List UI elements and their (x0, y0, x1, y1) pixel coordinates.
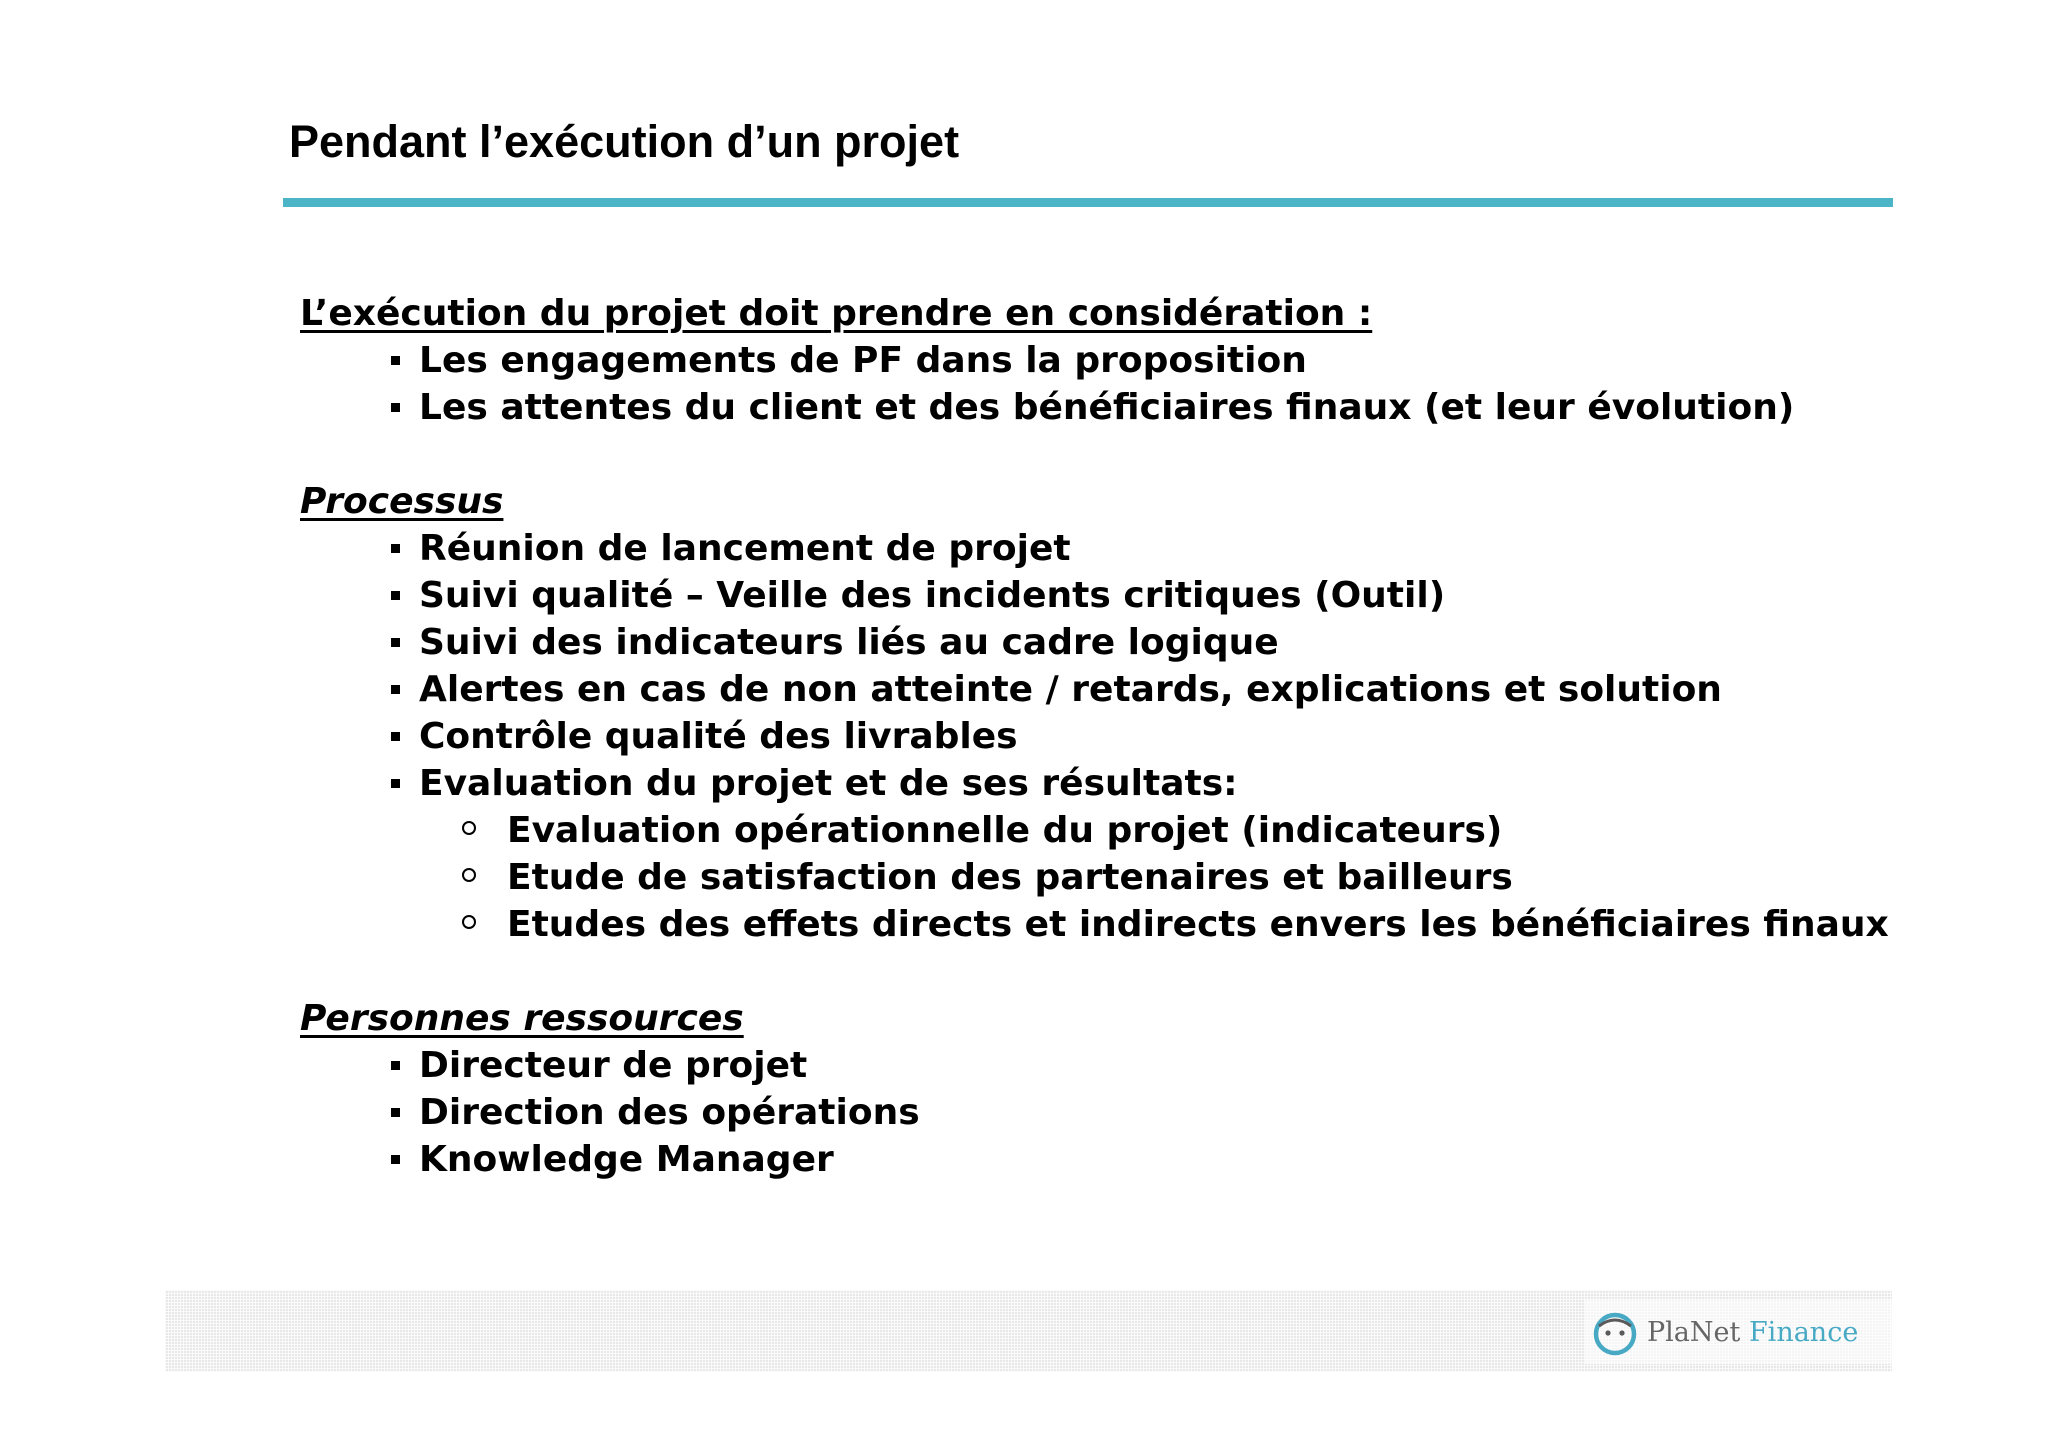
list-item-text: Knowledge Manager (419, 1139, 834, 1180)
list-item-text: Direction des opérations (419, 1092, 920, 1133)
sub-list-item (462, 901, 1889, 948)
list-item-text: Contrôle qualité des livrables (419, 716, 1018, 757)
list-item (388, 713, 1860, 760)
logo-word-planet: PlaNet (1647, 1316, 1741, 1348)
list-item-text: Suivi des indicateurs liés au cadre logique (419, 622, 1279, 663)
list-item (388, 384, 1860, 431)
evaluation-sublist (419, 807, 1889, 948)
sub-list-item (462, 854, 1742, 901)
square-bullet-icon (391, 1061, 400, 1070)
section-considerations (300, 290, 1860, 431)
circle-bullet-icon (462, 868, 476, 882)
list-item (388, 1136, 1860, 1183)
planet-finance-logo-icon (1591, 1304, 1639, 1360)
slide-title: Pendant l’exécution d’un projet (289, 116, 960, 167)
section-personnes-ressources (300, 995, 1860, 1183)
processus-list (300, 525, 1889, 948)
list-item (388, 619, 1860, 666)
sub-list-item-text: Etude de satisfaction des partenaires et bailleurs (507, 857, 1513, 898)
slide-content (300, 290, 1889, 1183)
square-bullet-icon (391, 732, 400, 741)
title-divider-bar (283, 198, 1893, 207)
square-bullet-icon (391, 591, 400, 600)
planet-finance-logo (1585, 1300, 1895, 1364)
list-item-text: Les engagements de PF dans la proposition (419, 340, 1307, 381)
list-item-text: Les attentes du client et des bénéficiaires finaux (et leur évolution) (419, 387, 1795, 428)
section-heading-considerations: L’exécution du projet doit prendre en considération : (300, 293, 1373, 334)
square-bullet-icon (391, 1108, 400, 1117)
list-item-text: Suivi qualité – Veille des incidents critiques (Outil) (419, 575, 1446, 616)
square-bullet-icon (391, 779, 400, 788)
list-item (388, 760, 1889, 948)
square-bullet-icon (391, 638, 400, 647)
list-item-text: Evaluation du projet et de ses résultats: (419, 763, 1238, 804)
square-bullet-icon (391, 1155, 400, 1164)
section-heading-processus: Processus (300, 481, 504, 522)
list-item-text: Réunion de lancement de projet (419, 528, 1071, 569)
list-item (388, 525, 1860, 572)
square-bullet-icon (391, 403, 400, 412)
logo-wordmark (1647, 1317, 1858, 1348)
square-bullet-icon (391, 356, 400, 365)
title-divider (283, 198, 1893, 207)
list-item-text: Alertes en cas de non atteinte / retards, explications et solution (419, 669, 1722, 710)
sub-list-item-text: Evaluation opérationnelle du projet (indicateurs) (507, 810, 1503, 851)
square-bullet-icon (391, 685, 400, 694)
sub-list-item (462, 807, 1742, 854)
list-item (388, 337, 1860, 384)
list-item (388, 666, 1860, 713)
circle-bullet-icon (462, 915, 476, 929)
logo-word-finance: Finance (1748, 1316, 1859, 1348)
list-item-text: Directeur de projet (419, 1045, 808, 1086)
list-item (388, 572, 1860, 619)
list-item (388, 1042, 1860, 1089)
personnes-ressources-list (300, 1042, 1860, 1183)
square-bullet-icon (391, 544, 400, 553)
list-item (388, 1089, 1860, 1136)
section-heading-personnes-ressources: Personnes ressources (300, 998, 744, 1039)
section-processus (300, 478, 1889, 948)
considerations-list (300, 337, 1860, 431)
circle-bullet-icon (462, 821, 476, 835)
sub-list-item-text: Etudes des effets directs et indirects envers les bénéficiaires finaux (507, 904, 1889, 945)
